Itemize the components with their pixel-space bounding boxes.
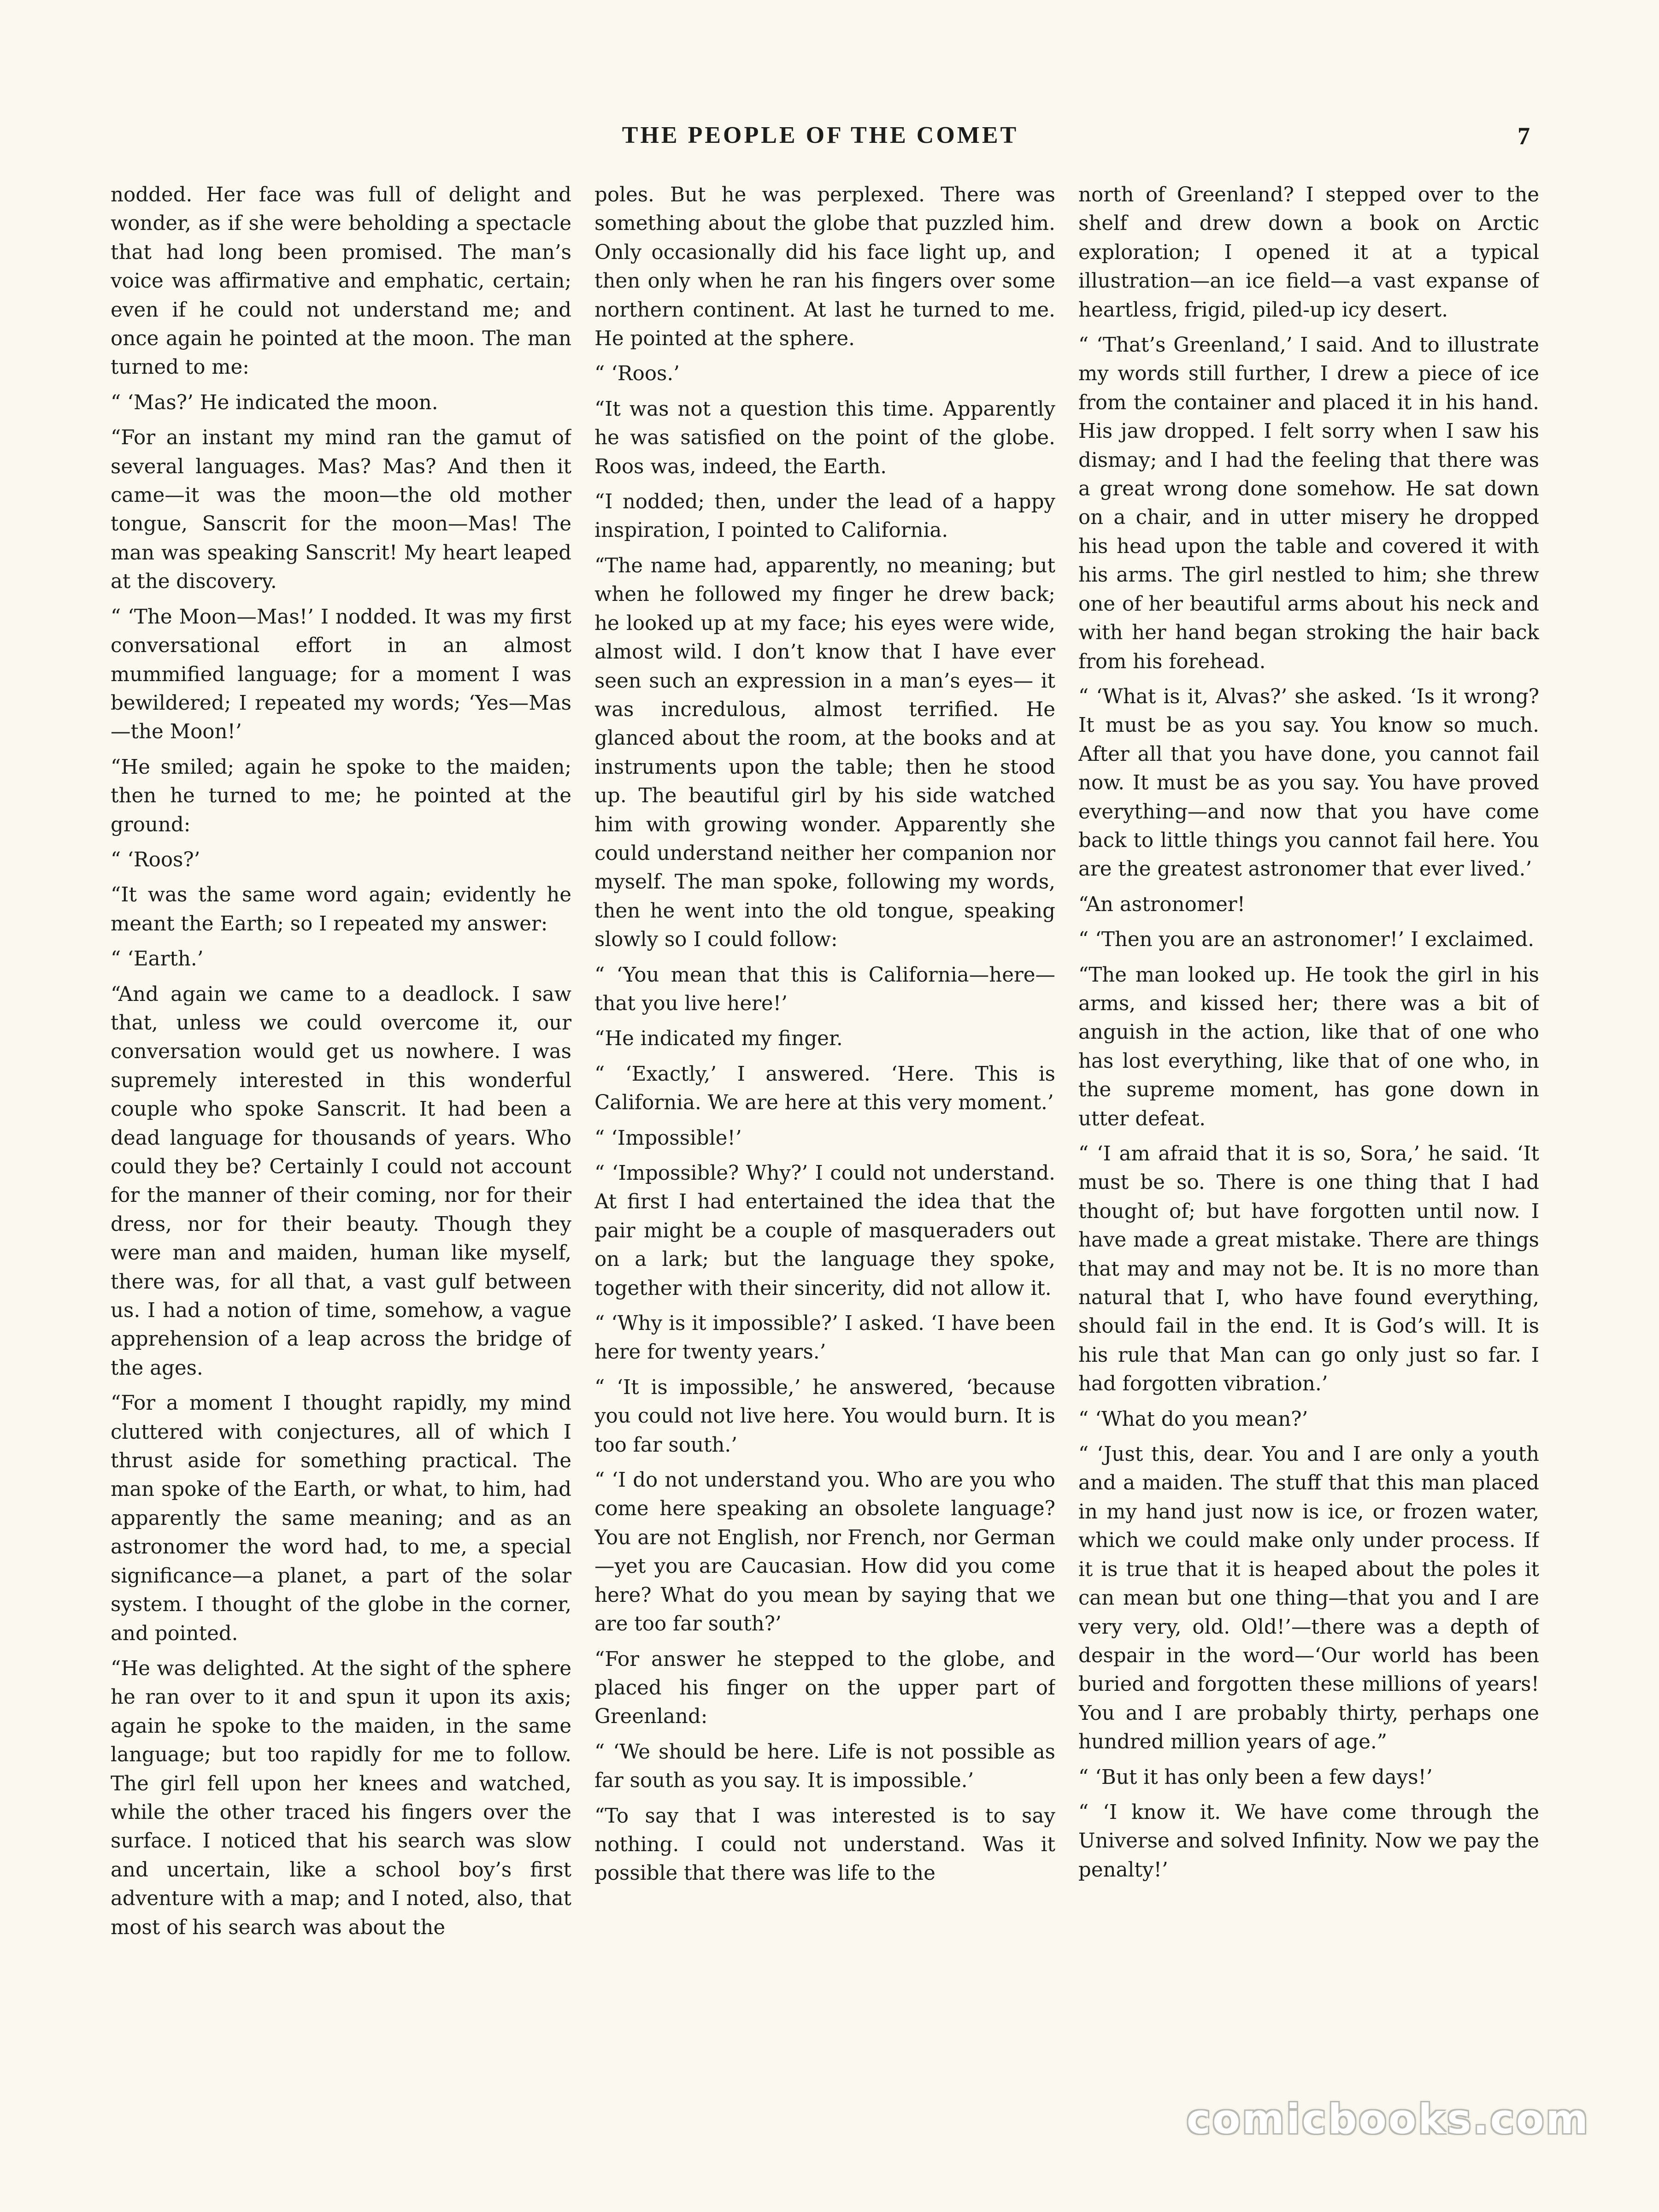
paragraph: north of Greenland? I stepped over to the shelf and drew down a book on Arctic exploration; I opened it at a typical illustration—an ice field—a vast expanse of heartless, frigid, piled-up icy desert. bbox=[1078, 183, 1539, 322]
paragraph: “ ‘Roos.’ bbox=[594, 362, 680, 386]
paragraph: nodded. Her face was full of delight and wonder, as if she were beholding a spectacle that had long been promised. The man’s voice was affirmative and emphatic, certain; even if he could not understand me; and once again he pointed at the moon. The man turned to me: bbox=[111, 183, 571, 379]
paragraph: “It was not a question this time. Apparently he was satisfied on the point of the globe. Roos was, indeed, the Earth. bbox=[594, 397, 1055, 478]
paragraph: “He indicated my finger. bbox=[594, 1027, 843, 1051]
paragraph: “ ‘That’s Greenland,’ I said. And to illustrate my words still further, I drew a piece of ice from the container and placed it in his hand. His jaw dropped. I felt sorry when I saw his dismay; and I had the feeling that there was a great wrong done somehow. He sat down on a chair, and in utter misery he dropped his head upon the table and covered it with his arms. The girl nestled to him; she threw one of her beautiful arms about his neck and with her hand began stroking the hair back from his forehead. bbox=[1078, 334, 1539, 673]
paragraph: “ ‘It is impossible,’ he answered, ‘because you could not live here. You would burn. It is too far south.’ bbox=[594, 1376, 1055, 1457]
paragraph: “ ‘What do you mean?’ bbox=[1078, 1407, 1308, 1431]
paragraph: “An astronomer! bbox=[1078, 893, 1246, 916]
paragraph: “He was delighted. At the sight of the sphere he ran over to it and spun it upon its axis; again he spoke to the maiden, in the same language; but too rapidly for me to follow. The girl fell upon her knees and watched, while the other traced his fingers over the surface. I noticed that his search was slow and uncertain, like a school boy’s first adventure with a map; and I noted, also, that most of his search was about the bbox=[111, 1657, 571, 1939]
paragraph: “He smiled; again he spoke to the maiden; then he turned to me; he pointed at the ground: bbox=[111, 755, 571, 836]
paragraph: “For a moment I thought rapidly, my mind cluttered with conjectures, all of which I thrust aside for something practical. The man spoke of the Earth, or what, to him, had apparently the same meaning; and as an astronomer the word had, to me, a special significance—a planet, a part of the solar system. I thought of the globe in the corner, and pointed. bbox=[111, 1392, 571, 1645]
paragraph: “ ‘Then you are an astronomer!’ I exclaimed. bbox=[1078, 928, 1535, 952]
text-column-2 bbox=[594, 181, 1055, 2061]
site-watermark: comicbooks.com bbox=[1186, 2095, 1590, 2143]
paragraph: “ ‘Just this, dear. You and I are only a youth and a maiden. The stuff that this man placed in my hand just now is ice, or frozen water, which we could make only under process. If it is true that it is heaped about the poles it can mean but one thing—that you and I are very very, old. Old!’—there was a depth of despair in the word—‘Our world has been buried and forgotten these millions of years! You and I are probably thirty, perhaps one hundred million years of age.” bbox=[1078, 1443, 1539, 1754]
paragraph: “The man looked up. He took the girl in his arms, and kissed her; there was a bit of anguish in the action, like that of one who has lost everything, like that of one who, in the supreme moment, has gone down in utter defeat. bbox=[1078, 963, 1539, 1130]
paragraph: “For an instant my mind ran the gamut of several languages. Mas? Mas? And then it came—it was the moon—the old mother tongue, Sanscrit for the moon—Mas! The man was speaking Sanscrit! My heart leaped at the discovery. bbox=[111, 426, 571, 594]
paragraph: “ ‘Impossible? Why?’ I could not understand. At first I had entertained the idea that the pair might be a couple of masqueraders out on a lark; but the language they spoke, together with their sincerity, did not allow it. bbox=[594, 1162, 1055, 1300]
paragraph: “For answer he stepped to the globe, and placed his finger on the upper part of Greenland: bbox=[594, 1647, 1055, 1729]
paragraph: “ ‘Roos?’ bbox=[111, 848, 200, 871]
paragraph: “ ‘Exactly,’ I answered. ‘Here. This is California. We are here at this very moment.’ bbox=[594, 1062, 1055, 1115]
paragraph: “ ‘I know it. We have come through the Universe and solved Infinity. Now we pay the penalty!’ bbox=[1078, 1800, 1539, 1882]
paragraph: “ ‘Impossible!’ bbox=[594, 1126, 742, 1150]
paragraph: “And again we came to a deadlock. I saw that, unless we could overcome it, our conversation would get us nowhere. I was supremely interested in this wonderful couple who spoke Sanscrit. It had been a dead language for thousands of years. Who could they be? Certainly I could not account for the manner of their coming, nor for their dress, nor for their beauty. Though they were man and maiden, human like myself, there was, for all that, a vast gulf between us. I had a notion of time, somehow, a vague apprehension of a leap across the bridge of the ages. bbox=[111, 982, 571, 1380]
paragraph: “It was the same word again; evidently he meant the Earth; so I repeated my answer: bbox=[111, 883, 571, 935]
paragraph: “ ‘Mas?’ He indicated the moon. bbox=[111, 391, 438, 414]
paragraph: “ ‘What is it, Alvas?’ she asked. ‘Is it wrong? It must be as you say. You know so much. After all that you have done, you cannot fail now. It must be as you say. You have proved everything—and now that you have come back to little things you cannot fail here. You are the greatest astronomer that ever lived.’ bbox=[1078, 685, 1539, 881]
page-header bbox=[111, 122, 1530, 159]
text-column-3 bbox=[1078, 181, 1539, 2061]
paragraph: “I nodded; then, under the lead of a happy inspiration, I pointed to California. bbox=[594, 490, 1055, 542]
running-title: THE PEOPLE OF THE COMET bbox=[622, 122, 1019, 148]
paragraph: “The name had, apparently, no meaning; but when he followed my finger he drew back; he looked up at my face; his eyes were wide, almost wild. I don’t know that I have ever seen such an expression in a man’s eyes— it was incredulous, almost terrified. He glanced about the room, at the books and at instruments upon the table; then he stood up. The beautiful girl by his side watched him with growing wonder. Apparently she could understand neither her companion nor myself. The man spoke, following my words, then he went into the old tongue, speaking slowly so I could follow: bbox=[594, 554, 1055, 952]
paragraph: “ ‘I am afraid that it is so, Sora,’ he said. ‘It must be so. There is one thing that I had thought of; but have forgotten until now. I have made a great mistake. There are things that may and may not be. It is no more than natural that I, who have found everything, should fail in the end. It is God’s will. It is his rule that Man can go only just so far. I had forgotten vibration.’ bbox=[1078, 1142, 1539, 1396]
page-number: 7 bbox=[1518, 122, 1530, 150]
text-column-1 bbox=[111, 181, 571, 2061]
paragraph: “ ‘Earth.’ bbox=[111, 947, 204, 971]
paragraph: “ ‘You mean that this is California—here—that you live here!’ bbox=[594, 963, 1055, 1015]
paragraph: poles. But he was perplexed. There was something about the globe that puzzled him. Only occasionally did his face light up, and then only when he ran his fingers over some northern continent. At last he turned to me. He pointed at the sphere. bbox=[594, 183, 1055, 351]
paragraph: “ ‘But it has only been a few days!’ bbox=[1078, 1765, 1433, 1789]
paragraph: “ ‘The Moon—Mas!’ I nodded. It was my first conversational effort in an almost mummified language; for a moment I was bewildered; I repeated my words; ‘Yes—Mas—the Moon!’ bbox=[111, 605, 571, 744]
paragraph: “ ‘I do not understand you. Who are you who come here speaking an obsolete language? You are not English, nor French, nor German—yet you are Caucasian. How did you come here? What do you mean by saying that we are too far south?’ bbox=[594, 1469, 1055, 1636]
paragraph: “ ‘Why is it impossible?’ I asked. ‘I have been here for twenty years.’ bbox=[594, 1312, 1055, 1364]
paragraph: “To say that I was interested is to say nothing. I could not understand. Was it possible that there was life to the bbox=[594, 1804, 1055, 1885]
paragraph: “ ‘We should be here. Life is not possible as far south as you say. It is impossible.’ bbox=[594, 1740, 1055, 1793]
